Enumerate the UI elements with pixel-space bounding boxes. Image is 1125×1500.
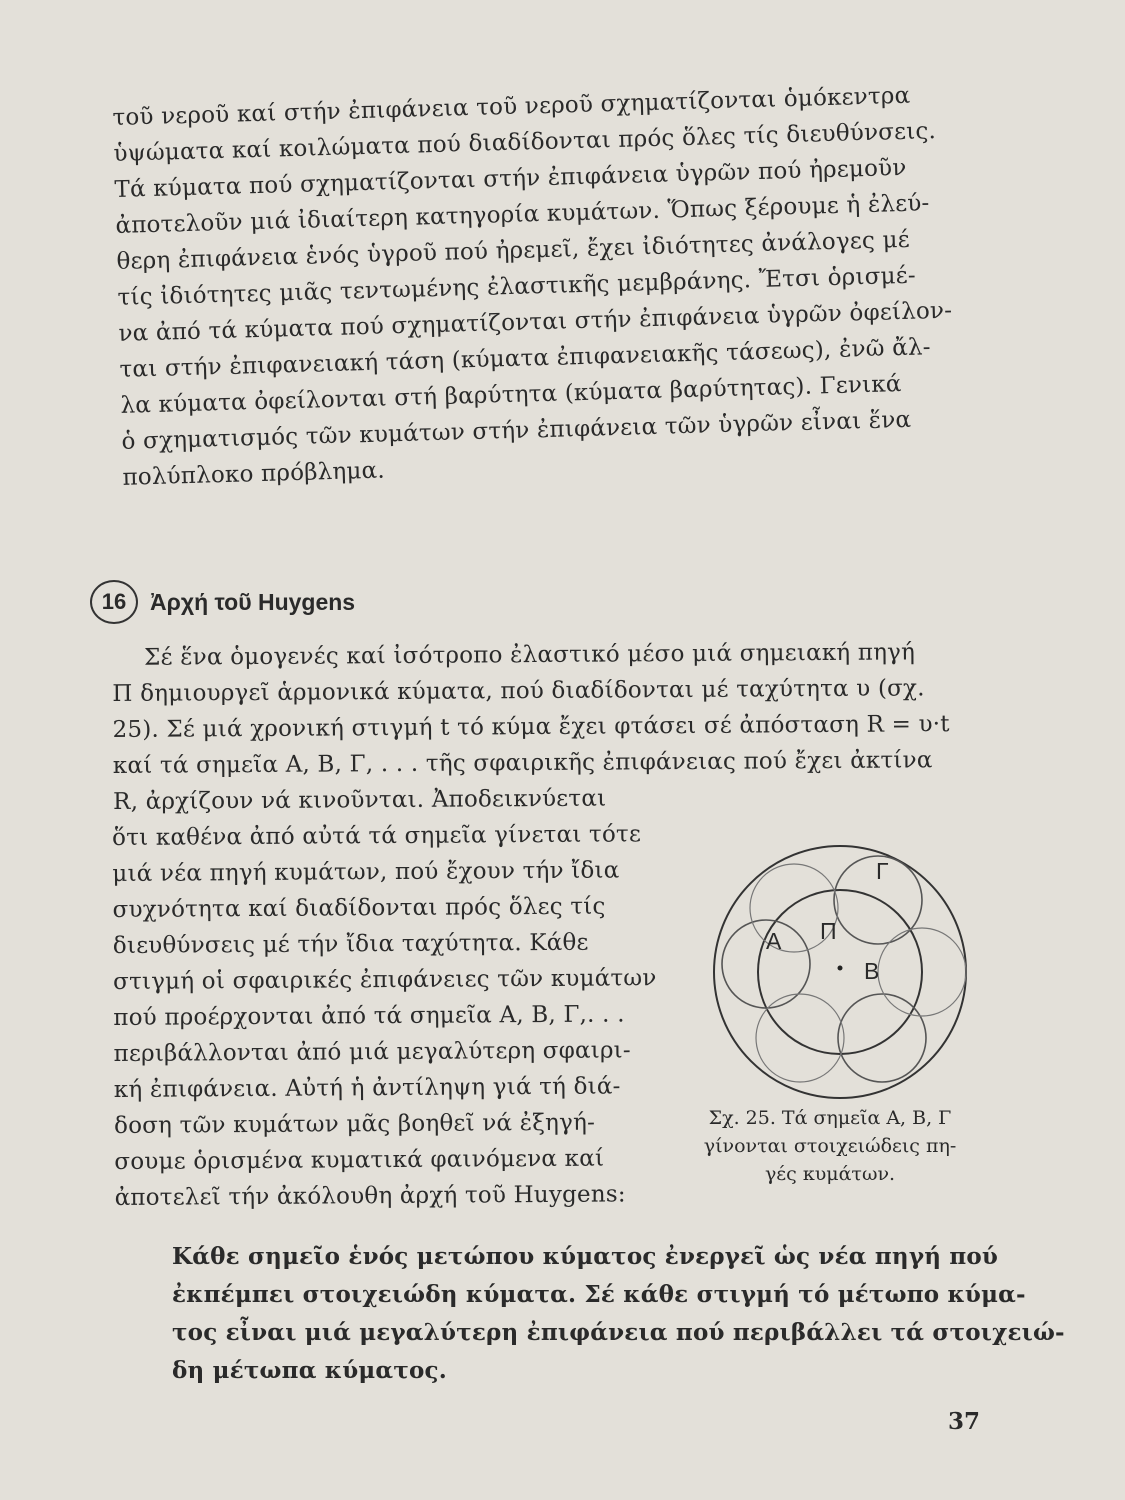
caption-line: γές κυμάτων.	[764, 1163, 896, 1185]
label-b: Β	[864, 958, 880, 984]
caption-line: γίνονται στοιχειώδεις πη-	[703, 1135, 957, 1157]
label-p: Π	[820, 918, 837, 944]
text-line: 25). Σέ μιά χρονική στιγμή t τό κύμα ἔχει φτάσει σέ ἀπόσταση R = υ·t	[112, 711, 950, 743]
source-point	[838, 966, 843, 971]
page-number: 37	[948, 1408, 981, 1435]
text-line: ὑψώματα καί κοιλώματα πού διαδίδονται πρός ὅλες τίς διευθύνσεις.	[113, 118, 937, 167]
text-line: ἐκπέμπει στοιχειώδη κύματα. Σέ κάθε στιγμή τό μέτωπο κύμα-	[172, 1281, 1026, 1308]
text-line: Σέ ἕνα ὁμογενές καί ἰσότροπο ἐλαστικό μέσο μιά σημειακή πηγή	[144, 639, 916, 671]
text-line: ἀποτελεῖ τήν ἀκόλουθη ἀρχή τοῦ Huygens:	[114, 1181, 626, 1211]
text-line: μιά νέα πηγή κυμάτων, πού ἔχουν τήν ἴδια	[112, 857, 620, 887]
text-line: διευθύνσεις μέ τήν ἴδια ταχύτητα. Κάθε	[112, 929, 589, 959]
text-line: Κάθε σημεῖο ἑνός μετώπου κύματος ἐνεργεῖ ὡς νέα πηγή πού	[172, 1243, 999, 1270]
text-line: Τά κύματα πού σχηματίζονται στήν ἐπιφάνεια ὑγρῶν πού ἠρεμοῦν	[114, 154, 907, 203]
text-line: καί τά σημεῖα Α, Β, Γ, . . . τῆς σφαιρικῆς ἐπιφάνειας πού ἔχει ἀκτίνα	[112, 747, 933, 779]
paragraph-huygens-intro	[112, 634, 973, 820]
section-title: Ἀρχή τοῦ Huygens	[150, 588, 356, 615]
text-line: τοῦ νεροῦ καί στήν ἐπιφάνεια τοῦ νεροῦ σχηματίζονται ὁμόκεντρα	[112, 82, 911, 131]
text-line: ὁ σχηματισμός τῶν κυμάτων στήν ἐπιφάνεια τῶν ὑγρῶν εἶναι ἕνα	[121, 406, 912, 455]
label-g: Γ	[876, 858, 889, 884]
text-line: δη μέτωπα κύματος.	[172, 1357, 447, 1384]
text-line: κή ἐπιφάνεια. Αὐτή ἡ ἀντίληψη γιά τή διά-	[113, 1073, 621, 1103]
figure-caption	[682, 1104, 978, 1188]
text-line: πολύπλοκο πρόβλημα.	[122, 457, 386, 491]
label-a: Α	[766, 928, 782, 954]
text-line: συχνότητα καί διαδίδονται πρός ὅλες τίς	[112, 893, 606, 923]
caption-line: Σχ. 25. Τά σημεῖα Α, Β, Γ	[708, 1107, 952, 1129]
text-line: Π δημιουργεῖ ἁρμονικά κύματα, πού διαδίδονται μέ ταχύτητα υ (σχ.	[112, 675, 925, 707]
inner-wavefront	[758, 890, 922, 1054]
paragraph-huygens-body	[112, 816, 675, 1216]
text-line: σουμε ὁρισμένα κυματικά φαινόμενα καί	[114, 1145, 605, 1175]
text-line: περιβάλλονται ἀπό μιά μεγαλύτερη σφαιρι-	[113, 1037, 631, 1067]
huygens-principle-statement	[172, 1238, 1065, 1390]
section-heading	[90, 580, 355, 624]
wavelet	[756, 994, 844, 1082]
paragraph-surface-waves	[112, 76, 983, 496]
text-line: στιγμή οἱ σφαιρικές ἐπιφάνειες τῶν κυμάτων	[113, 965, 657, 995]
text-line: τος εἶναι μιά μεγαλύτερη ἐπιφάνεια πού περιβάλλει τά στοιχειώ-	[172, 1319, 1065, 1346]
wavelets-diagram	[682, 812, 978, 1112]
text-line: λα κύματα ὀφείλονται στή βαρύτητα (κύματα βαρύτητας). Γενικά	[120, 371, 902, 419]
text-line: ἀποτελοῦν μιά ἰδιαίτερη κατηγορία κυμάτων. Ὅπως ξέρουμε ἡ ἐλεύ-	[115, 190, 930, 239]
text-line: R, ἀρχίζουν νά κινοῦνται. Ἀποδεικνύεται	[113, 785, 607, 815]
wavelet-b	[838, 994, 926, 1082]
section-number: 16	[90, 580, 138, 624]
outer-wavefront	[714, 846, 966, 1098]
text-line: πού προέρχονται ἀπό τά σημεῖα Α, Β, Γ,. . .	[113, 1001, 625, 1031]
figure-huygens-wavelets	[682, 812, 978, 1112]
text-line: τίς ἰδιότητες μιᾶς τεντωμένης ἐλαστικῆς μεμβράνης. Ἔτσι ὁρισμέ-	[117, 262, 917, 311]
text-line: θερη ἐπιφάνεια ἑνός ὑγροῦ πού ἠρεμεῖ, ἔχει ἰδιότητες ἀνάλογες μέ	[116, 226, 911, 275]
text-line: ὅτι καθένα ἀπό αὐτά τά σημεῖα γίνεται τότε	[112, 821, 642, 851]
text-line: να ἀπό τά κύματα πού σχηματίζονται στήν ἐπιφάνεια ὑγρῶν ὀφείλον-	[118, 297, 953, 347]
text-line: ται στήν ἐπιφανειακή τάση (κύματα ἐπιφανειακῆς τάσεως), ἐνῶ ἄλ-	[119, 334, 932, 383]
text-line: δοση τῶν κυμάτων μᾶς βοηθεῖ νά ἐξηγή-	[114, 1109, 596, 1139]
